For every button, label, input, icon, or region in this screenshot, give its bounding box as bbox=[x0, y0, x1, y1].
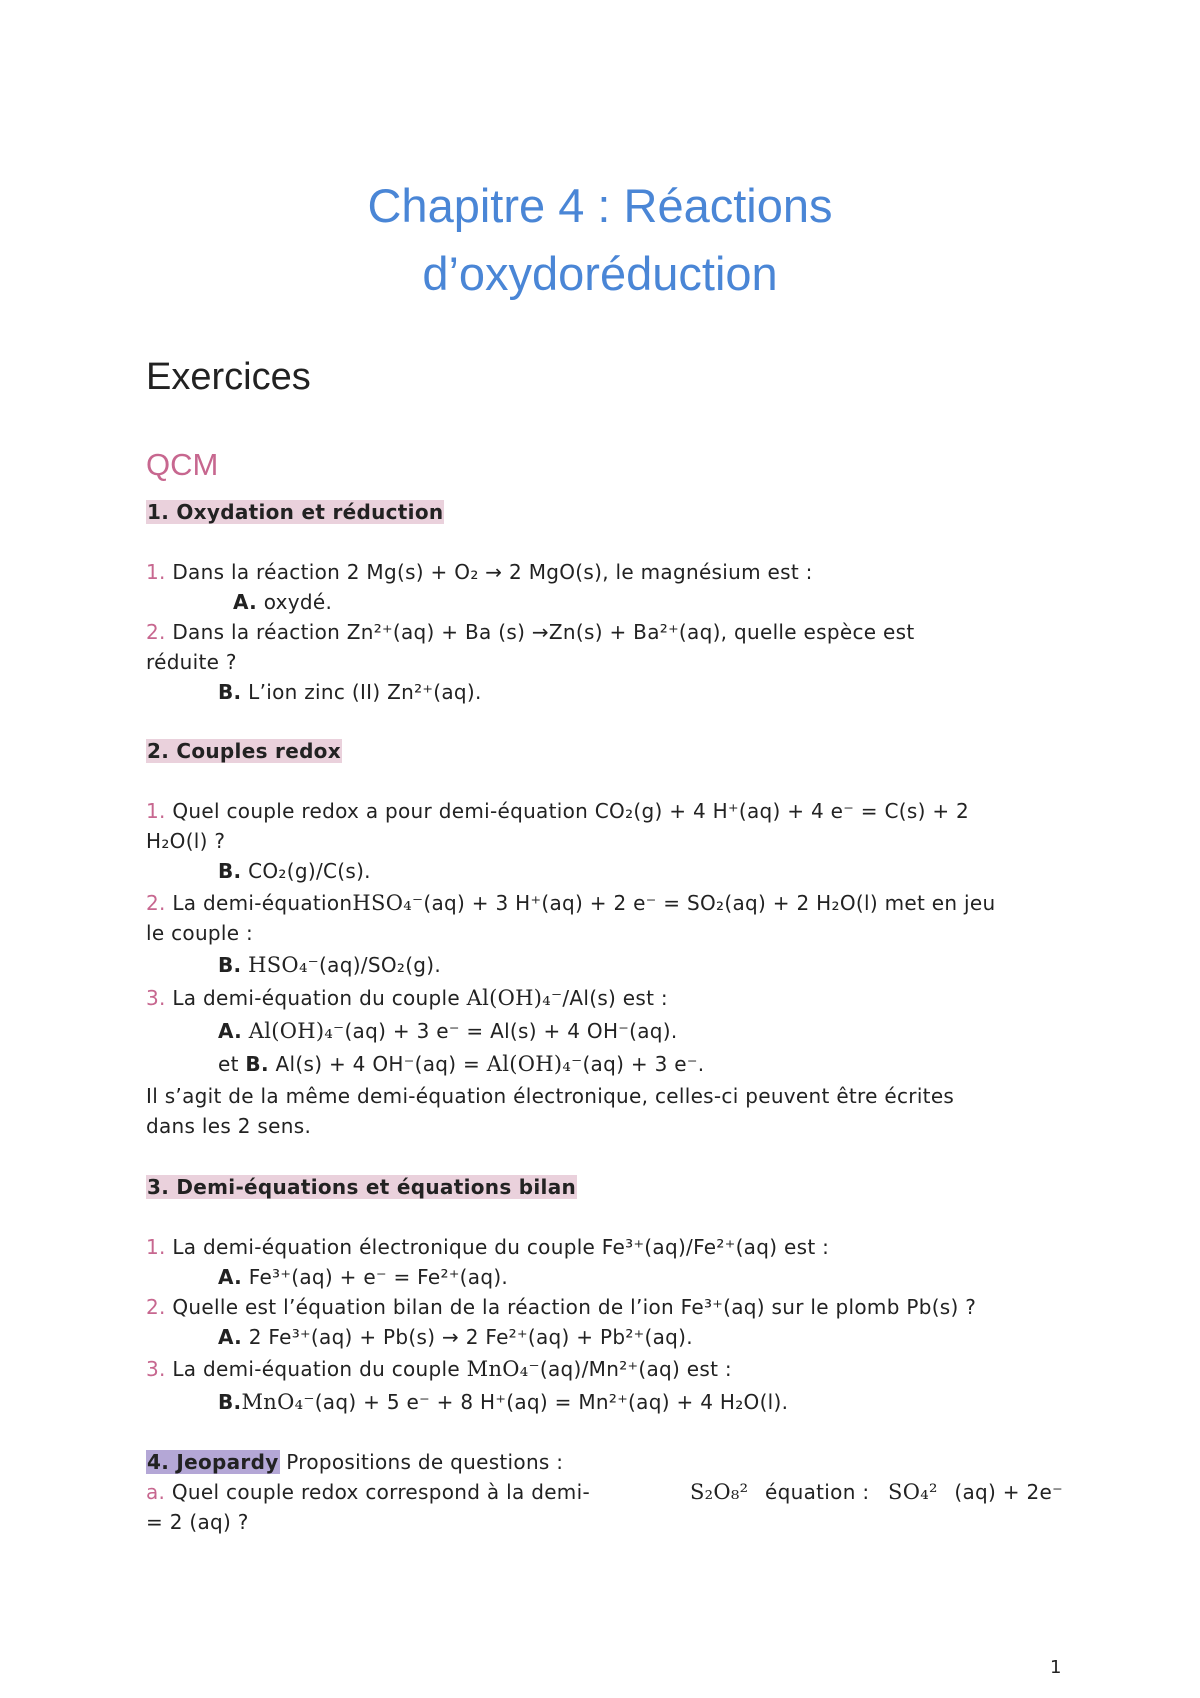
heading-exercices: Exercices bbox=[146, 356, 311, 398]
s2-answer-1 bbox=[218, 859, 371, 883]
question-number: 3. bbox=[146, 986, 166, 1010]
s3-answer-1 bbox=[218, 1265, 508, 1289]
question-text-pre: La demi-équation bbox=[172, 891, 353, 915]
question-text-post: (aq)/Mn²⁺(aq) est : bbox=[539, 1357, 732, 1381]
s2-question-1 bbox=[146, 799, 969, 823]
s1-answer-2 bbox=[218, 680, 482, 704]
section-1-title: 1. Oxydation et réduction bbox=[147, 500, 444, 524]
chem-formula: MnO₄⁻ bbox=[466, 1357, 540, 1381]
s2-question-2 bbox=[146, 891, 995, 915]
s2-question-1-line2: H₂O(l) ? bbox=[146, 829, 226, 853]
s2-answer-3a bbox=[218, 1019, 678, 1043]
answer-text: Fe³⁺(aq) + e⁻ = Fe²⁺(aq). bbox=[248, 1265, 509, 1289]
s3-question-2 bbox=[146, 1295, 976, 1319]
answer-text: (aq) + 5 e⁻ + 8 H⁺(aq) = Mn²⁺(aq) + 4 H₂O(l). bbox=[314, 1390, 789, 1414]
question-number: 2. bbox=[146, 620, 166, 644]
question-text-post: (aq) + 3 H⁺(aq) + 2 e⁻ = SO₂(aq) + 2 H₂O(l) met en jeu bbox=[423, 891, 996, 915]
s3-question-1 bbox=[146, 1235, 829, 1259]
question-number: 1. bbox=[146, 560, 166, 584]
answer-label: A. bbox=[218, 1019, 243, 1043]
answer-text-mid: Al(s) + 4 OH⁻(aq) = bbox=[275, 1052, 481, 1076]
section-4-subtitle: Propositions de questions : bbox=[286, 1450, 564, 1474]
answer-label: A. bbox=[233, 590, 258, 614]
answer-label: B. bbox=[218, 680, 242, 704]
question-text: Quelle est l’équation bilan de la réaction de l’ion Fe³⁺(aq) sur le plomb Pb(s) ? bbox=[172, 1295, 977, 1319]
answer-label: B. bbox=[218, 953, 242, 977]
answer-text: (aq)/SO₂(g). bbox=[319, 953, 442, 977]
page-title-line2: d’oxydoréduction bbox=[422, 247, 778, 300]
question-text: Dans la réaction 2 Mg(s) + O₂ → 2 MgO(s), le magnésium est : bbox=[172, 560, 813, 584]
question-text-pre: La demi-équation du couple bbox=[172, 1357, 460, 1381]
s1-question-1 bbox=[146, 560, 813, 584]
section-4-title: 4. Jeopardy bbox=[147, 1450, 279, 1474]
section-4-heading bbox=[146, 1450, 563, 1474]
s2-note-line2: dans les 2 sens. bbox=[146, 1114, 312, 1138]
s4-question-a-formula bbox=[690, 1480, 1063, 1504]
question-number: 1. bbox=[146, 799, 166, 823]
section-2-title: 2. Couples redox bbox=[147, 739, 341, 763]
s4-question-a bbox=[146, 1480, 590, 1504]
s1-answer-1 bbox=[233, 590, 332, 614]
chem-formula: HSO₄⁻ bbox=[248, 953, 320, 977]
page-title-line1: Chapitre 4 : Réactions bbox=[367, 179, 833, 232]
s3-answer-2 bbox=[218, 1325, 693, 1349]
answer-label: A. bbox=[218, 1265, 243, 1289]
s4-question-a-line2: = 2 (aq) ? bbox=[146, 1510, 249, 1534]
answer-prefix: et bbox=[218, 1052, 239, 1076]
answer-text: 2 Fe³⁺(aq) + Pb(s) → 2 Fe²⁺(aq) + Pb²⁺(aq). bbox=[248, 1325, 693, 1349]
question-number: 2. bbox=[146, 891, 166, 915]
s1-question-2-line2: réduite ? bbox=[146, 650, 237, 674]
answer-text: (aq) + 3 e⁻ = Al(s) + 4 OH⁻(aq). bbox=[344, 1019, 678, 1043]
question-text: Quel couple redox a pour demi-équation CO₂(g) + 4 H⁺(aq) + 4 e⁻ = C(s) + 2 bbox=[172, 799, 970, 823]
question-text-mid: équation : bbox=[765, 1480, 870, 1504]
s3-question-3 bbox=[146, 1357, 732, 1381]
answer-text: oxydé. bbox=[263, 590, 333, 614]
chem-formula: MnO₄⁻ bbox=[241, 1390, 315, 1414]
answer-label: A. bbox=[218, 1325, 243, 1349]
question-text-post: (aq) + 2e⁻ bbox=[954, 1480, 1063, 1504]
question-letter: a. bbox=[146, 1480, 166, 1504]
chem-formula: HSO₄⁻ bbox=[352, 891, 424, 915]
chem-formula: SO₄² bbox=[888, 1480, 938, 1504]
chem-formula: Al(OH)₄⁻ bbox=[248, 1019, 345, 1043]
answer-text: CO₂(g)/C(s). bbox=[248, 859, 371, 883]
page-number: 1 bbox=[1050, 1657, 1062, 1678]
question-text: Quel couple redox correspond à la demi- bbox=[171, 1480, 590, 1504]
s3-answer-3 bbox=[218, 1390, 788, 1414]
s2-question-2-line2: le couple : bbox=[146, 921, 254, 945]
s2-answer-3b bbox=[218, 1052, 704, 1076]
question-text: Dans la réaction Zn²⁺(aq) + Ba (s) →Zn(s) + Ba²⁺(aq), quelle espèce est bbox=[172, 620, 915, 644]
question-text-post: /Al(s) est : bbox=[562, 986, 668, 1010]
question-number: 3. bbox=[146, 1357, 166, 1381]
answer-text: L’ion zinc (II) Zn²⁺(aq). bbox=[248, 680, 482, 704]
s1-question-2 bbox=[146, 620, 915, 644]
question-text: La demi-équation électronique du couple Fe³⁺(aq)/Fe²⁺(aq) est : bbox=[172, 1235, 830, 1259]
question-number: 1. bbox=[146, 1235, 166, 1259]
answer-label: B. bbox=[218, 859, 242, 883]
s2-question-3 bbox=[146, 986, 668, 1010]
section-3-title: 3. Demi-équations et équations bilan bbox=[147, 1175, 577, 1199]
chem-formula: Al(OH)₄⁻ bbox=[466, 986, 563, 1010]
chem-formula: S₂O₈² bbox=[690, 1480, 749, 1504]
chem-formula: Al(OH)₄⁻ bbox=[486, 1052, 583, 1076]
question-number: 2. bbox=[146, 1295, 166, 1319]
question-text-pre: La demi-équation du couple bbox=[172, 986, 460, 1010]
answer-label: B. bbox=[218, 1390, 242, 1414]
s2-note-line1: Il s’agit de la même demi-équation électronique, celles-ci peuvent être écrites bbox=[146, 1084, 955, 1108]
heading-qcm: QCM bbox=[146, 447, 219, 482]
s2-answer-2 bbox=[218, 953, 441, 977]
answer-text: (aq) + 3 e⁻. bbox=[582, 1052, 705, 1076]
answer-label: B. bbox=[245, 1052, 269, 1076]
